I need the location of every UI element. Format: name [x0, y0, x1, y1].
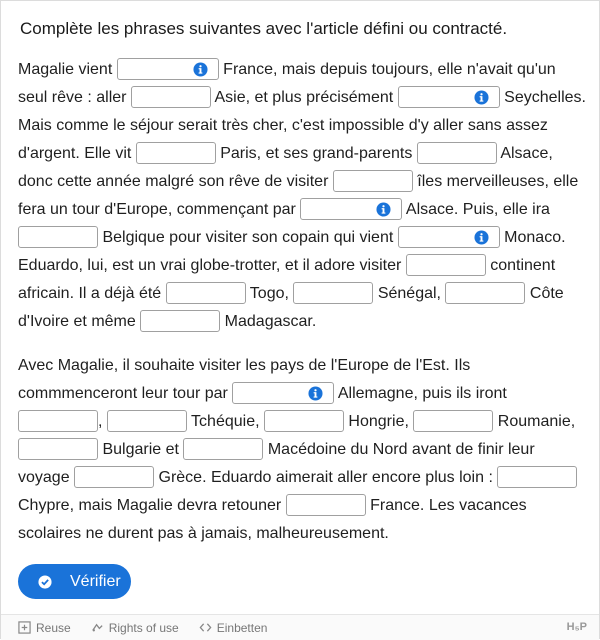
- task-title: Complète les phrases suivantes avec l'article défini ou contracté.: [20, 19, 508, 38]
- text: Asie, et plus précisément: [210, 89, 398, 106]
- embed-icon: [199, 621, 212, 634]
- text: Seychelles. Mais comme le séjour serait très cher, c'est impossible d'y aller sans assez d'argent. Elle vit: [18, 89, 586, 162]
- text: continent africain. Il a déjà été: [18, 257, 556, 302]
- blank-input[interactable]: [300, 198, 402, 220]
- paragraph-2: [18, 352, 588, 548]
- blank-input[interactable]: [18, 410, 98, 432]
- info-icon[interactable]: [474, 230, 489, 245]
- info-icon[interactable]: [376, 202, 391, 217]
- info-icon[interactable]: [193, 62, 208, 77]
- blank-input[interactable]: [183, 438, 263, 460]
- blank-input[interactable]: [413, 410, 493, 432]
- text: France. Les vacances scolaires ne durent pas à jamais, malheureusement.: [18, 497, 527, 542]
- text: Paris, et ses grand-parents: [215, 145, 417, 162]
- blank-input[interactable]: [264, 410, 344, 432]
- text: ,: [98, 413, 107, 430]
- blank-input[interactable]: [18, 226, 98, 248]
- text: Côte d'Ivoire et même: [18, 285, 564, 330]
- text: Magalie vient: [18, 61, 117, 78]
- embed-link[interactable]: [199, 621, 268, 635]
- embed-label: Einbetten: [216, 620, 268, 635]
- blank-input[interactable]: [398, 86, 500, 108]
- text: Togo,: [245, 285, 294, 302]
- blank-input[interactable]: [417, 142, 497, 164]
- text: Belgique pour visiter son copain qui vient: [98, 229, 398, 246]
- blank-input[interactable]: [136, 142, 216, 164]
- reuse-link[interactable]: [18, 621, 71, 635]
- h5p-logo: H₅P: [566, 621, 587, 633]
- text: îles merveilleuses, elle fera un tour d'Europe, commençant par: [18, 173, 579, 218]
- blank-input[interactable]: [117, 58, 219, 80]
- blank-input[interactable]: [166, 282, 246, 304]
- check-label: Vérifier: [70, 572, 121, 590]
- text: Tchéquie,: [186, 413, 264, 430]
- blank-input[interactable]: [286, 494, 366, 516]
- blank-input[interactable]: [497, 466, 577, 488]
- info-icon[interactable]: [308, 386, 323, 401]
- check-button[interactable]: [18, 564, 131, 599]
- blank-input[interactable]: [445, 282, 525, 304]
- text: Macédoine du Nord avant de finir leur voyage: [18, 441, 535, 486]
- text: Allemagne, puis ils iront: [334, 385, 507, 402]
- blank-input[interactable]: [232, 382, 334, 404]
- text: Hongrie,: [343, 413, 414, 430]
- rights-link[interactable]: [91, 621, 179, 635]
- info-icon[interactable]: [474, 90, 489, 105]
- text: Bulgarie et: [98, 441, 184, 458]
- text: Madagascar.: [220, 313, 317, 330]
- blank-input[interactable]: [74, 466, 154, 488]
- blank-input[interactable]: [293, 282, 373, 304]
- blank-input[interactable]: [406, 254, 486, 276]
- blank-input[interactable]: [18, 438, 98, 460]
- text: France, mais depuis toujours, elle n'avait qu'un seul rêve : aller: [18, 61, 556, 106]
- text: Monaco. Eduardo, lui, est un vrai globe-trotter, et il adore visiter: [18, 229, 566, 274]
- paragraph-1: [18, 56, 588, 336]
- blank-input[interactable]: [398, 226, 500, 248]
- reuse-icon: [18, 621, 31, 634]
- footer-bar: [1, 614, 599, 640]
- rights-icon: [91, 621, 104, 634]
- blank-input[interactable]: [107, 410, 187, 432]
- check-circle-icon: [38, 575, 52, 589]
- reuse-label: Reuse: [36, 620, 71, 635]
- text: Grèce. Eduardo aimerait aller encore plus loin :: [154, 469, 498, 486]
- text: Roumanie,: [493, 413, 576, 430]
- text: Avec Magalie, il souhaite visiter les pays de l'Europe de l'Est. Ils commmenceront leur tour par: [18, 357, 471, 402]
- text: Sénégal,: [373, 285, 446, 302]
- text: Alsace, donc cette année malgré son rêve de visiter: [18, 145, 553, 190]
- blank-input[interactable]: [140, 310, 220, 332]
- text: Alsace. Puis, elle ira: [402, 201, 550, 218]
- blank-input[interactable]: [131, 86, 211, 108]
- blank-input[interactable]: [333, 170, 413, 192]
- rights-label: Rights of use: [108, 620, 179, 635]
- text: Chypre, mais Magalie devra retouner: [18, 497, 286, 514]
